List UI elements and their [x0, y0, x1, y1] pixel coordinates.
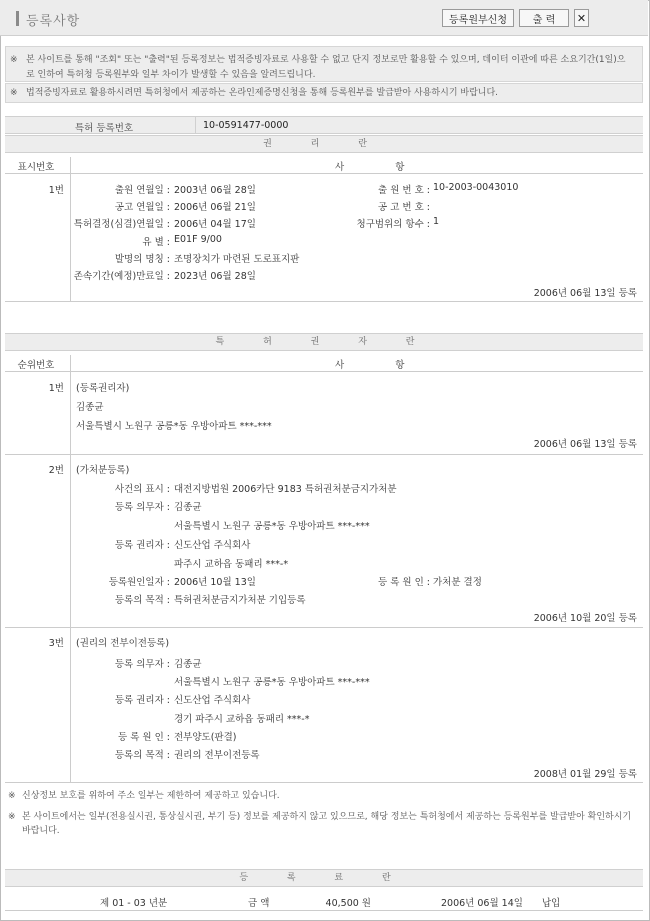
notice-certificate: [5, 83, 643, 103]
entry-3-purpose-label: 등록의 목적 :: [114, 750, 170, 761]
fee-amount-label: 금 액: [248, 898, 270, 909]
claims-label: 청구범위의 항수 :: [356, 219, 430, 230]
registration-number-label: 특허 등록번호: [75, 123, 134, 134]
page-header: [0, 0, 648, 36]
ipc-label: 유 별 :: [142, 237, 170, 248]
col-matter: 사 항: [335, 162, 429, 173]
entry-2-obligor-address: 서울특별시 노원구 공릉*동 우방아파트 ***-***: [174, 521, 370, 532]
fee-paid-date: 2006년 06월 14일: [441, 898, 523, 909]
expiry-label: 존속기간(예정)만료일 :: [73, 271, 170, 282]
entry-2-kind: (가처분등록): [76, 465, 130, 476]
footnote-partial-text: 본 사이트에서는 일부(전용실시권, 통상실시권, 부기 등) 정보를 제공하지 않고 있으므로, 해당 정보는 특허청에서 제공하는 등록원부를 발급받아 확인하시기 바랍니다.: [22, 812, 632, 836]
col-matter: 사 항: [335, 360, 429, 371]
filing-date: 2003년 06월 28일: [174, 185, 256, 196]
entry-3-holder-label: 등록 권리자 :: [114, 695, 170, 706]
patentee-table-header: [5, 355, 643, 372]
entry-3-registered: 2008년 01월 29일 등록: [533, 769, 637, 780]
invention-title: 조명장치가 마련된 도로표지판: [174, 254, 300, 265]
filing-date-label: 출원 연월일 :: [114, 185, 170, 196]
decision-date: 2006년 04월 17일: [174, 219, 256, 230]
pub-no-label: 공 고 번 호 :: [378, 202, 430, 213]
entry-2-cause-date-label: 등록원인일자 :: [108, 577, 170, 588]
entry-1-registered: 2006년 06월 13일 등록: [533, 439, 637, 450]
entry-2-obligor-label: 등록 의무자 :: [114, 502, 170, 513]
notice-mark: ※: [10, 88, 18, 98]
pub-date-label: 공고 연월일 :: [114, 202, 170, 213]
entry-2-case-label: 사건의 표시 :: [114, 484, 170, 495]
entry-3-purpose: 권리의 전부이전등록: [174, 750, 260, 761]
fee-section-title: 등 록 료 란: [5, 869, 643, 887]
patentee-section-title: 특 허 권 자 란: [5, 333, 643, 351]
entry-3-kind: (권리의 전부이전등록): [76, 638, 170, 649]
decision-date-label: 특허결정(심결)연월일 :: [73, 219, 170, 230]
apply-register-button[interactable]: 등록원부신청: [442, 9, 514, 27]
entry-2-case: 대전지방법원 2006카단 9183 특허권처분금지가처분: [174, 484, 397, 495]
entry-1-name: 김종균: [76, 402, 104, 413]
notice-certificate-text: 법적증빙자료로 활용하시려면 특허청에서 제공하는 온라인제증명신청을 통해 등록원부를 발급받아 사용하시기 바랍니다.: [26, 88, 499, 98]
rights-table-header: [5, 157, 643, 174]
fee-status: 납입: [542, 898, 561, 909]
entry-2-no: 2번: [48, 465, 64, 476]
entry-3-no: 3번: [48, 638, 64, 649]
divider: [195, 117, 196, 133]
entry-3-holder: 신도산업 주식회사: [174, 695, 251, 706]
registration-number-row: [5, 116, 643, 134]
entry-1-address: 서울특별시 노원구 공릉*동 우방아파트 ***-***: [76, 421, 272, 432]
entry-3-obligor-address: 서울특별시 노원구 공릉*동 우방아파트 ***-***: [174, 677, 370, 688]
entry-1-kind: (등록권리자): [76, 383, 130, 394]
entry-3-cause: 전부양도(판결): [174, 732, 237, 743]
app-no: 10-2003-0043010: [433, 182, 519, 193]
fee-period: 제 01 - 03 년분: [100, 898, 168, 909]
entry-2-cause-date: 2006년 10월 13일: [174, 577, 256, 588]
entry-2-holder: 신도산업 주식회사: [174, 540, 251, 551]
title-bar-marker: [16, 11, 19, 26]
col-rank-no: 순위번호: [17, 360, 55, 371]
expiry-date: 2023년 06월 28일: [174, 271, 256, 282]
notice-usage-text: 본 사이트를 통해 "조회" 또는 "출력"된 등록정보는 법적증빙자료로 사용할 수 없고 단지 정보로만 활용할 수 있으며, 데이터 이관에 따른 소요기간(1일)으로 인하여 특허청 등록원부와 일부 차이가 발생할 수 있음을 알려드립니다.: [26, 55, 626, 80]
notice-usage: [5, 46, 643, 82]
entry-2-holder-address: 파주시 교하읍 동패리 ***-*: [174, 559, 289, 570]
fee-amount: 40,500 원: [325, 898, 371, 909]
entry-2-obligor: 김종균: [174, 502, 202, 513]
entry-2-cause-label: 등 록 원 인 :: [378, 577, 430, 588]
invention-label: 발명의 명칭 :: [114, 254, 170, 265]
col-display-no: 표시번호: [17, 162, 55, 173]
close-icon[interactable]: ✕: [574, 9, 589, 27]
page-title: 등록사항: [26, 14, 81, 29]
entry-3-holder-address: 경기 파주시 교하읍 동패리 ***-*: [174, 714, 310, 725]
rights-section-title: 권 리 란: [5, 135, 643, 153]
entry-2-cause: 가처분 결정: [433, 577, 482, 588]
entry-2-purpose: 특허권처분금지가처분 기입등록: [174, 595, 306, 606]
entry-2-holder-label: 등록 권리자 :: [114, 540, 170, 551]
entry-2-registered: 2006년 10월 20일 등록: [533, 613, 637, 624]
notice-mark: ※: [10, 55, 18, 65]
registration-number-value: 10-0591477-0000: [203, 120, 289, 131]
entry-2-purpose-label: 등록의 목적 :: [114, 595, 170, 606]
entry-3-cause-label: 등 록 원 인 :: [118, 732, 170, 743]
entry-1-no: 1번: [48, 383, 64, 394]
ipc: E01F 9/00: [174, 234, 222, 245]
entry-3-obligor: 김종균: [174, 659, 202, 670]
entry-3-obligor-label: 등록 의무자 :: [114, 659, 170, 670]
print-button[interactable]: 출 력: [519, 9, 569, 27]
app-no-label: 출 원 번 호 :: [378, 185, 430, 196]
footnote-privacy-text: 신상정보 보호를 위하여 주소 일부는 제한하여 제공하고 있습니다.: [22, 791, 280, 801]
rights-entry-no: 1번: [48, 185, 64, 196]
claims: 1: [433, 216, 440, 227]
rights-registered-date: 2006년 06월 13일 등록: [533, 288, 637, 299]
pub-date: 2006년 06월 21일: [174, 202, 256, 213]
